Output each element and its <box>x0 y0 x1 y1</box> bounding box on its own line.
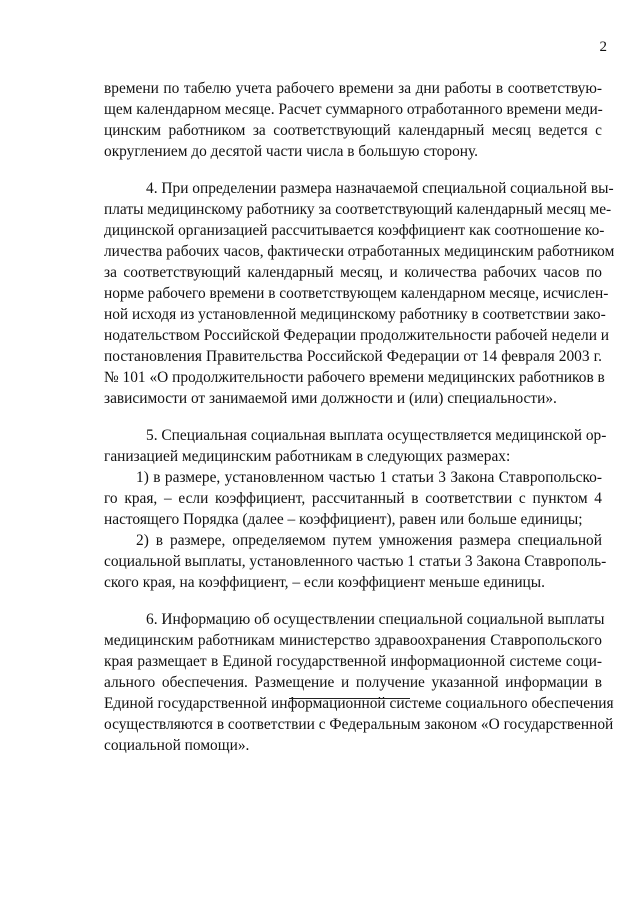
text-line: го края, – если коэффициент, рассчитанный в соответствии с пунктом 4 <box>104 490 602 507</box>
text-line: ального обеспечения. Размещение и получение указанной информации в <box>104 674 602 691</box>
closing-rule <box>289 698 410 699</box>
text-line: постановления Правительства Российской Федерации от 14 февраля 2003 г. <box>104 348 602 365</box>
text-line: за соответствующий календарный месяц, и количества рабочих часов по <box>104 264 602 281</box>
page-number: 2 <box>599 39 607 55</box>
text-line: социальной помощи». <box>104 737 250 754</box>
list-item-2: 2) в размере, определяемом путем умножения размера специальной <box>136 532 602 549</box>
text-line: Единой государственной информационной системе социального обеспечения <box>104 695 614 712</box>
text-line: округлением до десятой части числа в большую сторону. <box>104 143 479 160</box>
text-line: ского края, на коэффициент, – если коэффициент меньше единицы. <box>104 574 545 591</box>
text-line: ганизацией медицинским работникам в следующих размерах: <box>104 448 511 465</box>
paragraph-6-first-line: 6. Информацию об осуществлении специальной социальной выплаты <box>146 611 605 628</box>
text-line: платы медицинскому работнику за соответствующий календарный месяц ме- <box>104 201 612 218</box>
text-line: зависимости от занимаемой ими должности и (или) специальности». <box>104 390 557 407</box>
text-line: осуществляются в соответствии с Федеральным законом «О государственной <box>104 716 614 733</box>
text-line: норме рабочего времени в соответствующем календарном месяце, исчислен- <box>104 285 609 302</box>
text-line: ной исходя из установленной медицинскому работнику в соответствии зако- <box>104 306 606 323</box>
text-line: щем календарном месяце. Расчет суммарного отработанного времени меди- <box>104 101 603 118</box>
text-line: № 101 «О продолжительности рабочего времени медицинских работников в <box>104 369 605 386</box>
paragraph-4-first-line: 4. При определении размера назначаемой специальной социальной вы- <box>146 180 614 197</box>
text-line: настоящего Порядка (далее – коэффициент), равен или больше единицы; <box>104 511 583 528</box>
text-line: личества рабочих часов, фактически отработанных медицинским работником <box>104 243 615 260</box>
text-line: социальной выплаты, установленного частью 1 статьи 3 Закона Ставрополь- <box>104 553 607 570</box>
text-line: цинским работником за соответствующий календарный месяц ведется с <box>104 122 602 139</box>
text-line: времени по табелю учета рабочего времени за дни работы в соответствую- <box>104 80 602 97</box>
paragraph-5-first-line: 5. Специальная социальная выплата осуществляется медицинской ор- <box>146 427 607 444</box>
text-line: края размещает в Единой государственной информационной системе соци- <box>104 653 602 670</box>
text-line: дицинской организацией рассчитывается коэффициент как соотношение ко- <box>104 222 605 239</box>
text-line: нодательством Российской Федерации продолжительности рабочей недели и <box>104 327 610 344</box>
text-line: медицинским работникам министерство здравоохранения Ставропольского <box>104 632 602 649</box>
list-item-1: 1) в размере, установленном частью 1 статьи 3 Закона Ставропольско- <box>136 469 602 486</box>
